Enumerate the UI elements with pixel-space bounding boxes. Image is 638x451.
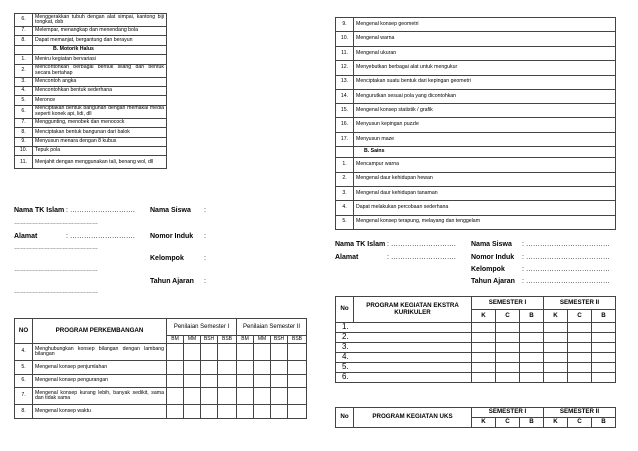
- row-number: 17.: [336, 132, 354, 146]
- score-cell[interactable]: [201, 344, 218, 361]
- r-alamat-value[interactable]: : ……………………….: [387, 254, 456, 261]
- col-program: PROGRAM PERKEMBANGAN: [33, 319, 167, 344]
- row-number: 12.: [336, 61, 354, 75]
- table-row: [336, 363, 616, 373]
- nama-siswa-colon: :: [204, 207, 206, 214]
- score-cell[interactable]: [218, 388, 237, 405]
- table-row: [15, 55, 167, 64]
- row-number: 8.: [15, 36, 33, 45]
- right-top-table: [335, 17, 616, 230]
- grade-cell[interactable]: [520, 373, 544, 383]
- score-cell[interactable]: [271, 405, 288, 419]
- grade-cell[interactable]: [472, 343, 496, 353]
- grade-cell[interactable]: [592, 353, 616, 363]
- table-row: [336, 323, 616, 333]
- program-perkembangan-table: [14, 318, 307, 419]
- row-text: Melempar, menangkap dan menendang bola: [33, 27, 167, 36]
- table-row: [15, 86, 167, 95]
- table-row: [336, 89, 616, 103]
- r-tahun-ajaran-value[interactable]: : ………………………………: [522, 278, 610, 285]
- row-text: Mengenal konsep waktu: [33, 405, 167, 419]
- row-number: 15.: [336, 103, 354, 117]
- grade-cell[interactable]: [592, 323, 616, 333]
- row-text: Menghubungkan konsep bilangan dengan lambang bilangan: [33, 344, 167, 361]
- row-text: Mengenal ukuran: [354, 46, 616, 60]
- tahun-ajaran-label: Tahun Ajaran: [150, 278, 194, 285]
- grade-cell[interactable]: [472, 333, 496, 343]
- table-row: [15, 27, 167, 36]
- grade-code-mm: MM: [254, 336, 271, 344]
- row-number: 5.: [15, 361, 33, 375]
- tahun-ajaran-line[interactable]: ……………………………………: [14, 289, 98, 295]
- table-row: [336, 158, 616, 172]
- grade-cell[interactable]: [496, 363, 520, 373]
- score-cell[interactable]: [237, 374, 254, 388]
- row-number: 9.: [336, 18, 354, 32]
- grade-code-bm: BM: [167, 336, 184, 344]
- grade-cell[interactable]: [520, 363, 544, 373]
- row-number: 4.: [15, 86, 33, 95]
- tahun-ajaran-colon: :: [204, 278, 206, 285]
- table-row: [336, 32, 616, 46]
- score-cell[interactable]: [271, 361, 288, 375]
- grade-cell[interactable]: [520, 323, 544, 333]
- row-number: 6.: [15, 14, 33, 27]
- score-cell[interactable]: [254, 388, 271, 405]
- score-cell[interactable]: [201, 405, 218, 419]
- row-text: Mencontohkan bentuk sederhana: [33, 86, 167, 95]
- row-number: 3.: [15, 77, 33, 86]
- row-number: 2.: [336, 172, 354, 186]
- grade-cell[interactable]: [472, 373, 496, 383]
- score-cell[interactable]: [288, 361, 307, 375]
- table-row: [15, 36, 167, 45]
- table-row: [15, 14, 167, 27]
- row-text: Mengenal konsep geometri: [354, 18, 616, 32]
- table-row: [15, 344, 307, 361]
- table-row: [336, 333, 616, 343]
- score-cell[interactable]: [254, 374, 271, 388]
- nama-tk-label: Nama TK Islam: [14, 207, 65, 214]
- grade-header: K: [544, 418, 568, 428]
- row-text: Dapat memanjat, bergantung dan berayun: [33, 36, 167, 45]
- table-row: [336, 118, 616, 132]
- table-row: [15, 405, 307, 419]
- grade-header: C: [568, 418, 592, 428]
- table-row: [15, 118, 167, 127]
- table-row: [15, 146, 167, 155]
- row-text: Mengenal konsep penjumlahan: [33, 361, 167, 375]
- table-row: [15, 45, 167, 54]
- r-nomor-induk-label: Nomor Induk: [471, 254, 515, 261]
- score-cell[interactable]: [288, 374, 307, 388]
- row-number: 3.: [336, 186, 354, 200]
- row-number: 8.: [15, 405, 33, 419]
- ekstra-item[interactable]: 4.: [336, 353, 472, 363]
- table-row: [336, 147, 616, 158]
- grade-header: B: [592, 310, 616, 323]
- penilaian-semester-2: Penilaian Semester II: [237, 319, 307, 336]
- row-number: 6.: [15, 105, 33, 118]
- left-top-table: [14, 13, 167, 169]
- ek-col-no: No: [336, 297, 354, 323]
- score-cell[interactable]: [218, 344, 237, 361]
- section-heading: B. Sains: [354, 147, 616, 158]
- table-row: [15, 77, 167, 86]
- grade-cell[interactable]: [544, 343, 568, 353]
- grade-cell[interactable]: [520, 333, 544, 343]
- grade-cell[interactable]: [496, 343, 520, 353]
- grade-cell[interactable]: [592, 373, 616, 383]
- grade-cell[interactable]: [568, 373, 592, 383]
- grade-cell[interactable]: [520, 353, 544, 363]
- score-cell[interactable]: [167, 388, 184, 405]
- grade-cell[interactable]: [472, 363, 496, 373]
- grade-cell[interactable]: [568, 353, 592, 363]
- table-row: [336, 343, 616, 353]
- right-info: [335, 241, 625, 289]
- score-cell[interactable]: [184, 361, 201, 375]
- nomor-induk-label: Nomor Induk: [150, 233, 194, 240]
- row-text: Mengenal daur kehidupan tanaman: [354, 186, 616, 200]
- grade-cell[interactable]: [592, 363, 616, 373]
- row-text: Menyusun kepingan puzzle: [354, 118, 616, 132]
- row-text: Meronce: [33, 96, 167, 105]
- table-row: [336, 215, 616, 229]
- alamat-label: Alamat: [14, 233, 38, 240]
- row-number: 1.: [336, 158, 354, 172]
- grade-cell[interactable]: [568, 363, 592, 373]
- table-row: [15, 64, 167, 77]
- grade-code-bsh: BSH: [201, 336, 218, 344]
- r-kelompok-label: Kelompok: [471, 266, 505, 273]
- score-cell[interactable]: [288, 388, 307, 405]
- score-cell[interactable]: [218, 374, 237, 388]
- row-text: Menciptakan bentuk bangunan dengan memakai media seperti konek api, lidi, dll: [33, 105, 167, 118]
- row-text: Menyusun menara dengan 8 kubus: [33, 137, 167, 146]
- score-cell[interactable]: [184, 374, 201, 388]
- section-heading: B. Motorik Halus: [33, 45, 167, 54]
- nomor-induk-colon: :: [204, 233, 206, 240]
- row-number: 6.: [15, 374, 33, 388]
- grade-header: B: [592, 418, 616, 428]
- ekstra-item[interactable]: 3.: [336, 343, 472, 353]
- row-text: Dapat melakukan percobaan sederhana: [354, 201, 616, 215]
- score-cell[interactable]: [184, 405, 201, 419]
- score-cell[interactable]: [167, 374, 184, 388]
- row-number: 16.: [336, 118, 354, 132]
- grade-cell[interactable]: [544, 353, 568, 363]
- ekstra-item[interactable]: 6.: [336, 373, 472, 383]
- table-row: [336, 186, 616, 200]
- score-cell[interactable]: [254, 344, 271, 361]
- row-number: 5.: [15, 96, 33, 105]
- row-number: 7.: [15, 388, 33, 405]
- grade-cell[interactable]: [520, 343, 544, 353]
- nama-siswa-line[interactable]: ……………………………………: [14, 220, 98, 226]
- row-text: Tepuk pola: [33, 146, 167, 155]
- row-number: 2.: [15, 64, 33, 77]
- table-row: [336, 103, 616, 117]
- table-row: [15, 374, 307, 388]
- left-info: [14, 207, 214, 297]
- grade-header: K: [472, 418, 496, 428]
- uks-table: [335, 407, 616, 428]
- row-text: Mengenal konsep kurang lebih, banyak sedikit, sama dan tidak sama: [33, 388, 167, 405]
- r-nama-tk-label: Nama TK Islam: [335, 241, 386, 248]
- grade-code-bsh: BSH: [271, 336, 288, 344]
- row-number: 1.: [15, 55, 33, 64]
- table-row: [336, 353, 616, 363]
- row-text: Mengenal warna: [354, 32, 616, 46]
- grade-header: C: [496, 418, 520, 428]
- grade-cell[interactable]: [544, 363, 568, 373]
- row-number: 14.: [336, 89, 354, 103]
- grade-cell[interactable]: [472, 323, 496, 333]
- row-number: 8.: [15, 128, 33, 137]
- table-row: [15, 128, 167, 137]
- table-row: [336, 75, 616, 89]
- alamat-value[interactable]: : ……………………….: [66, 233, 135, 240]
- grade-code-bsb: BSB: [218, 336, 237, 344]
- score-cell[interactable]: [201, 388, 218, 405]
- score-cell[interactable]: [167, 405, 184, 419]
- r-nama-siswa-label: Nama Siswa: [471, 241, 512, 248]
- r-nama-tk-value[interactable]: : ……………………….: [387, 241, 456, 248]
- grade-cell[interactable]: [544, 323, 568, 333]
- row-text: Menciptakan bentuk bangunan dari balok: [33, 128, 167, 137]
- ek-semester-1: SEMESTER I: [472, 297, 544, 310]
- score-cell[interactable]: [271, 344, 288, 361]
- grade-cell[interactable]: [568, 343, 592, 353]
- table-row: [336, 172, 616, 186]
- row-number: 9.: [15, 137, 33, 146]
- r-nomor-induk-value[interactable]: : ………………………………: [522, 254, 610, 261]
- score-cell[interactable]: [288, 405, 307, 419]
- uks-col-no: No: [336, 408, 354, 428]
- grade-cell[interactable]: [544, 373, 568, 383]
- row-number: 7.: [15, 118, 33, 127]
- table-row: [336, 201, 616, 215]
- r-nama-siswa-value[interactable]: : ………………………………: [522, 241, 610, 248]
- row-number: 4.: [336, 201, 354, 215]
- uks-col-program: PROGRAM KEGIATAN UKS: [354, 408, 472, 428]
- table-row: [336, 373, 616, 383]
- uks-semester-1: SEMESTER I: [472, 408, 544, 418]
- grade-cell[interactable]: [592, 333, 616, 343]
- row-number: 4.: [15, 344, 33, 361]
- row-text: Menggerakkan tubuh dengan alat simpai, kantong biji tongkat, dsb: [33, 14, 167, 27]
- score-cell[interactable]: [271, 374, 288, 388]
- table-row: [15, 388, 307, 405]
- grade-cell[interactable]: [496, 323, 520, 333]
- table-row: [336, 61, 616, 75]
- row-text: Menggunting, menobek dan menocock: [33, 118, 167, 127]
- row-number: [336, 147, 354, 158]
- ek-semester-2: SEMESTER II: [544, 297, 616, 310]
- row-text: Mengenal konsep pengurangan: [33, 374, 167, 388]
- grade-header: C: [568, 310, 592, 323]
- row-number: 10.: [336, 32, 354, 46]
- score-cell[interactable]: [201, 361, 218, 375]
- score-cell[interactable]: [201, 374, 218, 388]
- col-no: NO: [15, 319, 33, 344]
- grade-cell[interactable]: [496, 333, 520, 343]
- score-cell[interactable]: [218, 361, 237, 375]
- table-row: [336, 46, 616, 60]
- alamat-line-2[interactable]: ……………………………………: [14, 267, 98, 273]
- row-number: 13.: [336, 75, 354, 89]
- penilaian-semester-1: Penilaian Semester I: [167, 319, 237, 336]
- row-text: Meniru kegiatan bervariasi: [33, 55, 167, 64]
- score-cell[interactable]: [288, 344, 307, 361]
- grade-header: K: [472, 310, 496, 323]
- grade-cell[interactable]: [568, 323, 592, 333]
- grade-code-bsb: BSB: [288, 336, 307, 344]
- row-text: Mencampur warna: [354, 158, 616, 172]
- grade-cell[interactable]: [472, 353, 496, 363]
- grade-cell[interactable]: [544, 333, 568, 343]
- ekstra-item[interactable]: 1.: [336, 323, 472, 333]
- grade-header: B: [520, 418, 544, 428]
- row-text: Menciptakan suatu bentuk dari kepingan geometri: [354, 75, 616, 89]
- table-row: [15, 361, 307, 375]
- r-tahun-ajaran-label: Tahun Ajaran: [471, 278, 515, 285]
- nama-tk-value[interactable]: : ……………………….: [66, 207, 135, 214]
- ek-col-program: PROGRAM KEGIATAN EKSTRA KURIKULER: [354, 297, 472, 323]
- r-kelompok-value[interactable]: : ………………………………: [522, 266, 610, 273]
- row-number: 10.: [15, 146, 33, 155]
- row-text: Mengenal daur kehidupan hewan: [354, 172, 616, 186]
- grade-cell[interactable]: [592, 343, 616, 353]
- row-text: Menyebutkan berbagai alat untuk mengukur: [354, 61, 616, 75]
- nama-siswa-label: Nama Siswa: [150, 207, 191, 214]
- row-text: Mengenal konsep statistik / grafik: [354, 103, 616, 117]
- alamat-line-1[interactable]: ……………………………………: [14, 245, 98, 251]
- ekstra-kurikuler-table: [335, 296, 616, 383]
- row-number: 7.: [15, 27, 33, 36]
- uks-semester-2: SEMESTER II: [544, 408, 616, 418]
- grade-cell[interactable]: [496, 373, 520, 383]
- table-row: [15, 156, 167, 169]
- ekstra-item[interactable]: 2.: [336, 333, 472, 343]
- grade-header: C: [496, 310, 520, 323]
- row-number: 11.: [15, 156, 33, 169]
- grade-cell[interactable]: [568, 333, 592, 343]
- row-text: Mencontohkan berbagai bentuk silang dan bentuk secara bertahap: [33, 64, 167, 77]
- score-cell[interactable]: [237, 405, 254, 419]
- grade-header: K: [544, 310, 568, 323]
- row-text: Mengenal konsep terapung, melayang dan tenggelam: [354, 215, 616, 229]
- table-row: [15, 96, 167, 105]
- kelompok-label: Kelompok: [150, 255, 184, 262]
- score-cell[interactable]: [237, 361, 254, 375]
- row-number: 11.: [336, 46, 354, 60]
- row-text: Mencontoh angka: [33, 77, 167, 86]
- grade-cell[interactable]: [496, 353, 520, 363]
- score-cell[interactable]: [237, 344, 254, 361]
- row-number: [15, 45, 33, 54]
- score-cell[interactable]: [167, 344, 184, 361]
- grade-code-mm: MM: [184, 336, 201, 344]
- table-row: [336, 132, 616, 146]
- score-cell[interactable]: [271, 388, 288, 405]
- ekstra-item[interactable]: 5.: [336, 363, 472, 373]
- score-cell[interactable]: [184, 344, 201, 361]
- row-number: 5.: [336, 215, 354, 229]
- kelompok-colon: :: [204, 255, 206, 262]
- grade-header: B: [520, 310, 544, 323]
- score-cell[interactable]: [184, 388, 201, 405]
- row-text: Menyusun maze: [354, 132, 616, 146]
- score-cell[interactable]: [167, 361, 184, 375]
- score-cell[interactable]: [237, 388, 254, 405]
- table-row: [15, 105, 167, 118]
- row-text: Mengurutkan sesuai pola yang dicontohkan: [354, 89, 616, 103]
- table-row: [15, 137, 167, 146]
- score-cell[interactable]: [254, 405, 271, 419]
- grade-code-bm: BM: [237, 336, 254, 344]
- r-alamat-label: Alamat: [335, 254, 359, 261]
- score-cell[interactable]: [254, 361, 271, 375]
- table-row: [336, 18, 616, 32]
- score-cell[interactable]: [218, 405, 237, 419]
- row-text: Menjahit dengan menggunakan tali, benang wol, dll: [33, 156, 167, 169]
